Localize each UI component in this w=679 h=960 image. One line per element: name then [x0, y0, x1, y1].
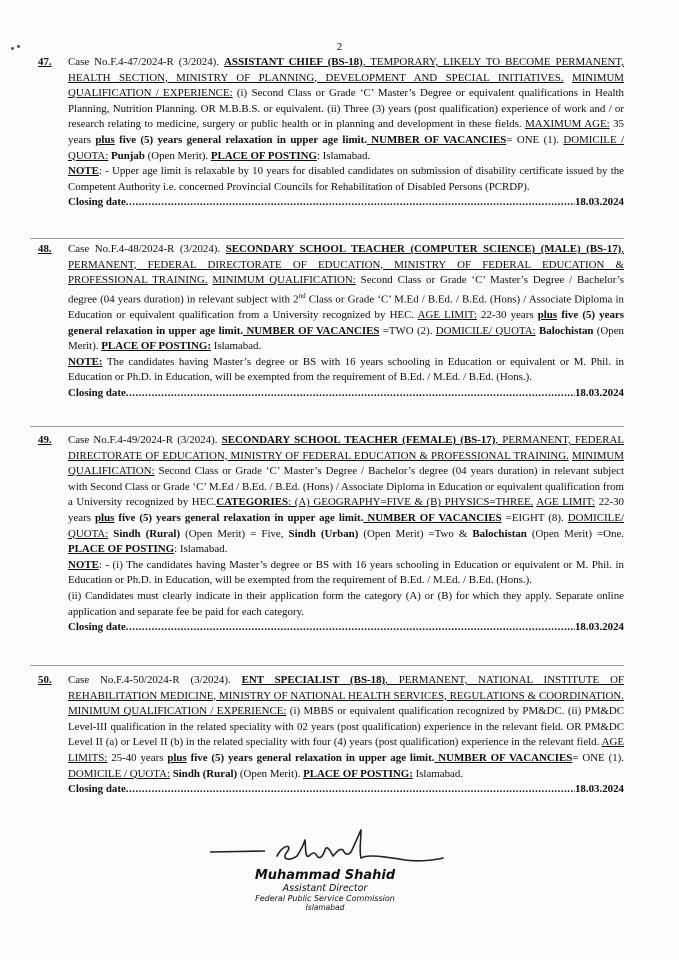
divider [30, 426, 624, 427]
domicile-label: DOMICILE / QUOTA: [68, 133, 625, 162]
closing-date: 18.03.2024 [574, 386, 624, 399]
leader-dots [126, 195, 575, 211]
post-title: ASSISTANT CHIEF (BS-18) [224, 56, 363, 68]
leader-dots [126, 782, 575, 798]
post-title: ENT SPECIALIST (BS-18) [241, 674, 386, 686]
closing-label: Closing date [68, 386, 126, 399]
age-label: AGE LIMITS: [68, 736, 624, 764]
domicile-region: Balochistan [535, 324, 594, 337]
divider [30, 238, 624, 239]
advert-entry-49 [38, 433, 624, 636]
entry-number: 49. [38, 434, 52, 446]
note-text-ii: (ii) Candidates must clearly indicate in their application form the category (A) or (B) for which they apply. Separate online application and separate fee be paid for each category. [68, 589, 624, 618]
vacancies-label: NUMBER OF VACANCIES [434, 751, 573, 764]
post-details: , PERMANENT, FEDERAL DIRECTORATE OF EDUCATION, MINISTRY OF FEDERAL EDUCATION & PROFESSIONAL TRAINING. [68, 243, 624, 287]
signatory-organization: Federal Public Service Commission [255, 894, 395, 903]
closing-date-line [68, 782, 624, 798]
leader-dots [126, 620, 575, 636]
closing-date-line [68, 620, 624, 636]
post-title: SECONDARY SCHOOL TEACHER (FEMALE) (BS-17) [221, 434, 496, 446]
age-label: AGE LIMIT: [417, 309, 477, 321]
vacancies-label: NUMBER OF VACANCIES [243, 324, 380, 337]
case-number: Case No.F.4-47/2024-R (3/2024). [68, 56, 225, 68]
vacancies-text: = ONE (1). [572, 751, 625, 764]
relaxation-text: five (5) years general relaxation in upper age limit. [114, 133, 367, 146]
domicile-text: (Open Merit). [144, 149, 211, 162]
age-text: 22-30 years [476, 309, 538, 321]
posting-label: PLACE OF POSTING: [101, 340, 212, 353]
posting-text: : Islamabad. [174, 543, 228, 556]
plus-word: plus [95, 511, 115, 524]
age-text: 22-30 years [68, 496, 624, 524]
domicile-region-3: Balochistan [472, 527, 527, 540]
post-details: , TEMPORARY, LIKELY TO BECOME PERMANENT, HEALTH SECTION, MINISTRY OF PLANNING, DEVELOPMENT AND SPECIAL INITIATIVES. [68, 56, 624, 84]
advert-entry-47 [38, 55, 624, 211]
handwritten-signature [205, 826, 445, 872]
post-details: , PERMANENT, FEDERAL DIRECTORATE OF EDUCATION, MINISTRY OF FEDERAL EDUCATION & PROFESSIONAL TRAINING. [68, 434, 624, 462]
plus-word: plus [537, 309, 558, 321]
domicile-text-3: (Open Merit) =One. [526, 527, 624, 540]
case-number: Case No.F.4-48/2024-R (3/2024). [68, 243, 226, 255]
vacancies-text: =TWO (2). [379, 324, 436, 337]
min-qual-label: MINIMUM QUALIFICATION: [212, 274, 356, 287]
closing-date: 18.03.2024 [574, 783, 624, 796]
min-qual-label: MINIMUM QUALIFICATION / EXPERIENCE: [68, 71, 624, 100]
closing-date: 18.03.2024 [574, 621, 624, 634]
signatory-name: Muhammad Shahid [254, 868, 396, 883]
posting-label: PLACE OF POSTING: [303, 767, 413, 780]
note-label: NOTE: [68, 355, 103, 368]
age-label: MAXIMUM AGE: [525, 118, 610, 131]
posting-label: PLACE OF POSTING [210, 149, 317, 162]
closing-date: 18.03.2024 [574, 196, 624, 209]
age-label: AGE LIMIT: [536, 496, 596, 509]
categories-label: CATEGORIES [216, 496, 289, 509]
domicile-text: (Open Merit). [237, 767, 304, 780]
entry-number: 47. [38, 56, 52, 68]
relaxation-text: five (5) years general relaxation in upper age limit. [114, 511, 364, 524]
domicile-region: Sindh (Rural) [169, 767, 238, 780]
min-qual-text: Second Class or Grade ‘C’ Master’s Degree / Bachelor’s degree (04 years duration) in relevant subject with 2 [68, 274, 624, 306]
domicile-label: DOMICILE / QUOTA: [68, 767, 170, 780]
domicile-label: DOMICILE/ QUOTA: [68, 511, 625, 540]
advert-entry-48 [38, 242, 624, 402]
plus-word: plus [167, 751, 187, 764]
leader-dots [126, 386, 575, 402]
signatory-city: Islamabad [305, 903, 345, 912]
note-text: : - Upper age limit is relaxable by 10 years for disabled candidates on submission of disability certificate issued by the Competent Authority i.e. concerned Provincial Councils for Rehabilitation of Disabled Persons (PCRDP). [68, 165, 624, 193]
closing-label: Closing date [68, 621, 126, 634]
closing-date-line [68, 386, 624, 402]
categories-text: : (A) GEOGRAPHY=FIVE & (B) PHYSICS=THREE. [288, 496, 534, 509]
domicile-region-2: Sindh (Urban) [288, 527, 359, 540]
advert-entry-50 [38, 673, 624, 798]
domicile-region: Punjab [108, 149, 145, 162]
vacancies-text: = ONE (1). [506, 133, 564, 146]
domicile-region-1: Sindh (Rural) [108, 527, 181, 540]
relaxation-text: five (5) years general relaxation in upper age limit. [68, 309, 624, 337]
domicile-label: DOMICILE/ QUOTA: [435, 324, 536, 337]
posting-text: Islamabad. [211, 340, 262, 353]
domicile-text-2: (Open Merit) =Two & [358, 527, 473, 540]
posting-text: : Islamabad. [316, 149, 371, 162]
divider [30, 665, 624, 666]
closing-date-line [68, 195, 624, 211]
vacancies-label: NUMBER OF VACANCIES [366, 133, 507, 146]
entry-number: 50. [38, 674, 52, 686]
closing-label: Closing date [68, 196, 126, 209]
note-text: The candidates having Master’s degree or BS with 16 years schooling in Education or equivalent or M. Phil. in Education or Ph.D. in Education, will be exempted from the requirement of B.Ed. / M.Ed. / B.Ed. (Hons.). [68, 355, 624, 384]
signatory-title: Assistant Director [282, 883, 368, 894]
entry-number: 48. [38, 243, 52, 255]
signature-block [195, 826, 455, 912]
min-qual-text-cont: Class or Grade ‘C’ M.Ed / B.Ed. / B.Ed. (Hons) / Associate Diploma in Education or equivalent qualification from a University recognized by HEC. [68, 293, 624, 321]
closing-label: Closing date [68, 783, 126, 796]
relaxation-text: five (5) years general relaxation in upper age limit. [186, 751, 435, 764]
post-details: , PERMANENT, NATIONAL INSTITUTE OF REHABILITATION MEDICINE, MINISTRY OF NATIONAL HEALTH SERVICES, REGULATIONS & COORDINATION. [68, 674, 624, 702]
posting-text: Islamabad. [412, 767, 464, 780]
min-qual-text: Second Class or Grade ‘C’ Master’s Degree / Bachelor’s degree (04 years duration) in relevant subject with Second Class or Grade ‘C’ M.Ed / B.Ed. / B.Ed. (Hons) / Associate Diploma in Education or equivalent qualification from a University recognized by HEC. [68, 465, 624, 509]
min-qual-label: MINIMUM QUALIFICATION: [68, 449, 624, 478]
domicile-text-1: (Open Merit) = Five, [180, 527, 289, 540]
min-qual-label: MINIMUM QUALIFICATION / EXPERIENCE: [68, 705, 287, 718]
note-label: NOTE [68, 558, 99, 571]
plus-word: plus [95, 133, 115, 146]
page-number: 2 [336, 41, 343, 53]
domicile-text: (Open Merit). [68, 324, 625, 353]
note-text: : - (i) The candidates having Master’s degree or BS with 16 years schooling in Education or equivalent or M. Phil. in Education or Ph.D. in Education, will be exempted from the requirement of B.Ed. / M.Ed. / B.Ed. (Hons.). [68, 558, 624, 587]
case-number: Case No.F.4-50/2024-R (3/2024). [68, 674, 242, 686]
ordinal-suffix: nd [298, 291, 306, 300]
min-qual-text: (i) Second Class or Grade ‘C’ Master’s Degree or equivalent qualifications in Health Planning, Nutrition Planning. OR M.B.B.S. or equivalent. (ii) Three (3) years (post qualification) experience of work and / or research relating to medicine, surgery or public health or in planning and development in these fields. [68, 87, 624, 131]
vacancies-label: NUMBER OF VACANCIES [363, 511, 502, 524]
signature-text: Shahid [205, 826, 208, 827]
age-text: 35 years [68, 118, 624, 146]
min-qual-text: (i) MBBS or equivalent qualification recognized by PM&DC. (ii) PM&DC Level-III qualification in the related speciality with 02 years (post qualification) experience in the relevant field. OR PM&DC Level II (a) or Level II (b) in the related speciality with four (4) years (post qualification) experience in the relevant field. [68, 705, 624, 749]
note-label: NOTE [68, 165, 99, 178]
age-text: 25-40 years [107, 751, 168, 764]
posting-label: PLACE OF POSTING [68, 543, 175, 556]
vacancies-text: =EIGHT (8). [501, 511, 568, 524]
post-title: SECONDARY SCHOOL TEACHER (COMPUTER SCIENCE) (MALE) (BS-17) [225, 243, 622, 255]
case-number: Case No.F.4-49/2024-R (3/2024). [68, 434, 222, 446]
